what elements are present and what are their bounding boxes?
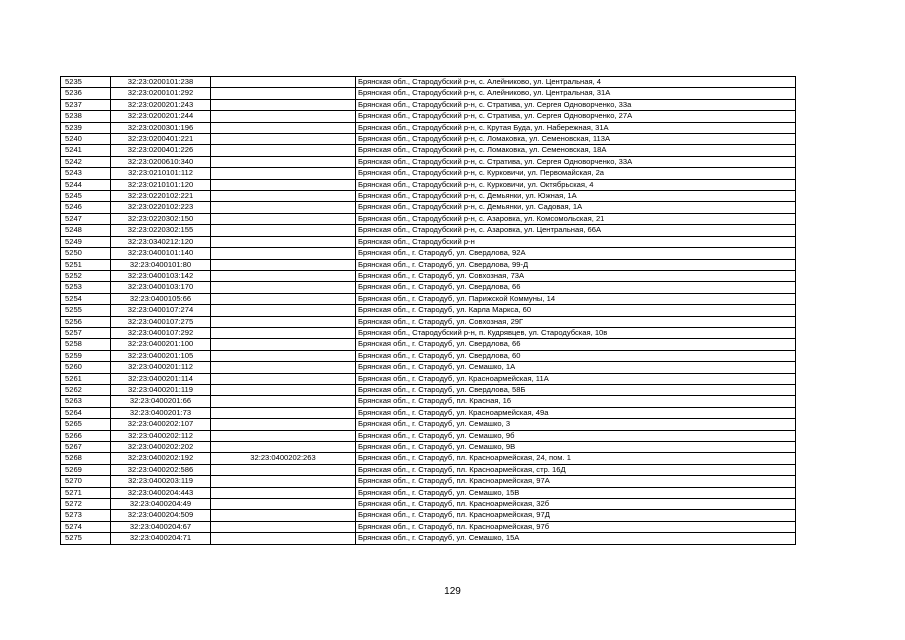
address-cell: Брянская обл., Стародубский р-н, с. Стратива, ул. Сергея Одноворченко, 27А — [356, 111, 796, 122]
address-cell: Брянская обл., г. Стародуб, ул. Свердлова, 92А — [356, 248, 796, 259]
previous-cadastral-number-cell — [211, 533, 356, 544]
cadastral-number-cell: 32:23:0220302:150 — [111, 213, 211, 224]
table-row — [61, 419, 796, 430]
table-row — [61, 327, 796, 338]
previous-cadastral-number-cell — [211, 407, 356, 418]
cadastral-number-cell: 32:23:0400107:274 — [111, 305, 211, 316]
previous-cadastral-number-cell — [211, 248, 356, 259]
previous-cadastral-number-cell — [211, 327, 356, 338]
address-cell: Брянская обл., Стародубский р-н, с. Курковичи, ул. Октябрьская, 4 — [356, 179, 796, 190]
cadastral-number-cell: 32:23:0400201:100 — [111, 339, 211, 350]
row-number-cell: 5270 — [61, 476, 111, 487]
table-row — [61, 156, 796, 167]
row-number-cell: 5254 — [61, 293, 111, 304]
property-register-table — [60, 76, 796, 545]
table-row — [61, 384, 796, 395]
table-row — [61, 373, 796, 384]
previous-cadastral-number-cell — [211, 396, 356, 407]
table-row — [61, 134, 796, 145]
row-number-cell: 5262 — [61, 384, 111, 395]
previous-cadastral-number-cell — [211, 145, 356, 156]
row-number-cell: 5252 — [61, 270, 111, 281]
previous-cadastral-number-cell — [211, 191, 356, 202]
previous-cadastral-number-cell — [211, 305, 356, 316]
previous-cadastral-number-cell — [211, 499, 356, 510]
cadastral-number-cell: 32:23:0400204:49 — [111, 499, 211, 510]
table-row — [61, 236, 796, 247]
table-row — [61, 168, 796, 179]
table-row — [61, 293, 796, 304]
cadastral-number-cell: 32:23:0400202:107 — [111, 419, 211, 430]
previous-cadastral-number-cell — [211, 316, 356, 327]
table-row — [61, 270, 796, 281]
cadastral-number-cell: 32:23:0400107:275 — [111, 316, 211, 327]
cadastral-number-cell: 32:23:0400107:292 — [111, 327, 211, 338]
table-row — [61, 316, 796, 327]
page-number: 129 — [444, 586, 461, 597]
address-cell: Брянская обл., г. Стародуб, ул. Семашко, 9В — [356, 442, 796, 453]
row-number-cell: 5273 — [61, 510, 111, 521]
previous-cadastral-number-cell — [211, 111, 356, 122]
cadastral-number-cell: 32:23:0400204:71 — [111, 533, 211, 544]
table-row — [61, 213, 796, 224]
table-row — [61, 202, 796, 213]
row-number-cell: 5244 — [61, 179, 111, 190]
previous-cadastral-number-cell — [211, 442, 356, 453]
cadastral-number-cell: 32:23:0210101:112 — [111, 168, 211, 179]
cadastral-number-cell: 32:23:0400204:443 — [111, 487, 211, 498]
row-number-cell: 5242 — [61, 156, 111, 167]
address-cell: Брянская обл., Стародубский р-н, с. Демьянки, ул. Садовая, 1А — [356, 202, 796, 213]
previous-cadastral-number-cell — [211, 350, 356, 361]
address-cell: Брянская обл., Стародубский р-н, с. Демьянки, ул. Южная, 1А — [356, 191, 796, 202]
row-number-cell: 5274 — [61, 521, 111, 532]
previous-cadastral-number-cell — [211, 476, 356, 487]
cadastral-number-cell: 32:23:0400201:73 — [111, 407, 211, 418]
address-cell: Брянская обл., г. Стародуб, ул. Свердлова, 60 — [356, 350, 796, 361]
table-row — [61, 476, 796, 487]
address-cell: Брянская обл., г. Стародуб, пл. Красноармейская, 97Д — [356, 510, 796, 521]
address-cell: Брянская обл., г. Стародуб, пл. Красноармейская, стр. 16Д — [356, 464, 796, 475]
cadastral-number-cell: 32:23:0400203:119 — [111, 476, 211, 487]
table-row — [61, 122, 796, 133]
table-row — [61, 191, 796, 202]
previous-cadastral-number-cell — [211, 510, 356, 521]
address-cell: Брянская обл., г. Стародуб, ул. Семашко, 3 — [356, 419, 796, 430]
table-row — [61, 510, 796, 521]
cadastral-number-cell: 32:23:0400105:66 — [111, 293, 211, 304]
address-cell: Брянская обл., г. Стародуб, пл. Красноармейская, 24, пом. 1 — [356, 453, 796, 464]
address-cell: Брянская обл., г. Стародуб, ул. Карла Маркса, 60 — [356, 305, 796, 316]
previous-cadastral-number-cell — [211, 430, 356, 441]
previous-cadastral-number-cell — [211, 99, 356, 110]
address-cell: Брянская обл., г. Стародуб, ул. Свердлова, 66 — [356, 339, 796, 350]
row-number-cell: 5236 — [61, 88, 111, 99]
table-row — [61, 521, 796, 532]
table-row — [61, 453, 796, 464]
previous-cadastral-number-cell — [211, 77, 356, 88]
cadastral-number-cell: 32:23:0400201:112 — [111, 362, 211, 373]
table-row — [61, 350, 796, 361]
previous-cadastral-number-cell: 32:23:0400202:263 — [211, 453, 356, 464]
row-number-cell: 5255 — [61, 305, 111, 316]
cadastral-number-cell: 32:23:0400103:170 — [111, 282, 211, 293]
row-number-cell: 5256 — [61, 316, 111, 327]
address-cell: Брянская обл., г. Стародуб, ул. Красноармейская, 11А — [356, 373, 796, 384]
previous-cadastral-number-cell — [211, 339, 356, 350]
row-number-cell: 5253 — [61, 282, 111, 293]
table-row — [61, 111, 796, 122]
cadastral-number-cell: 32:23:0340212:120 — [111, 236, 211, 247]
address-cell: Брянская обл., Стародубский р-н, с. Стратива, ул. Сергея Одноворченко, 33а — [356, 99, 796, 110]
address-cell: Брянская обл., Стародубский р-н, с. Алейниково, ул. Центральная, 31А — [356, 88, 796, 99]
cadastral-number-cell: 32:23:0400202:192 — [111, 453, 211, 464]
previous-cadastral-number-cell — [211, 384, 356, 395]
cadastral-number-cell: 32:23:0220302:155 — [111, 225, 211, 236]
row-number-cell: 5238 — [61, 111, 111, 122]
cadastral-number-cell: 32:23:0400202:112 — [111, 430, 211, 441]
row-number-cell: 5263 — [61, 396, 111, 407]
previous-cadastral-number-cell — [211, 134, 356, 145]
table-row — [61, 259, 796, 270]
table-row — [61, 430, 796, 441]
row-number-cell: 5260 — [61, 362, 111, 373]
row-number-cell: 5275 — [61, 533, 111, 544]
row-number-cell: 5246 — [61, 202, 111, 213]
cadastral-number-cell: 32:23:0400201:105 — [111, 350, 211, 361]
row-number-cell: 5266 — [61, 430, 111, 441]
table-row — [61, 487, 796, 498]
cadastral-number-cell: 32:23:0400202:202 — [111, 442, 211, 453]
table-row — [61, 362, 796, 373]
address-cell: Брянская обл., г. Стародуб, ул. Совхозная, 29Г — [356, 316, 796, 327]
row-number-cell: 5268 — [61, 453, 111, 464]
address-cell: Брянская обл., Стародубский р-н, с. Крутая Буда, ул. Набережная, 31А — [356, 122, 796, 133]
row-number-cell: 5240 — [61, 134, 111, 145]
previous-cadastral-number-cell — [211, 521, 356, 532]
cadastral-number-cell: 32:23:0200201:244 — [111, 111, 211, 122]
cadastral-number-cell: 32:23:0400201:114 — [111, 373, 211, 384]
row-number-cell: 5243 — [61, 168, 111, 179]
previous-cadastral-number-cell — [211, 362, 356, 373]
table-row — [61, 77, 796, 88]
row-number-cell: 5250 — [61, 248, 111, 259]
cadastral-number-cell: 32:23:0400101:80 — [111, 259, 211, 270]
address-cell: Брянская обл., г. Стародуб, ул. Парижской Коммуны, 14 — [356, 293, 796, 304]
address-cell: Брянская обл., г. Стародуб, ул. Свердлова, 66 — [356, 282, 796, 293]
cadastral-number-cell: 32:23:0200201:243 — [111, 99, 211, 110]
row-number-cell: 5237 — [61, 99, 111, 110]
row-number-cell: 5247 — [61, 213, 111, 224]
previous-cadastral-number-cell — [211, 88, 356, 99]
cadastral-number-cell: 32:23:0200101:292 — [111, 88, 211, 99]
previous-cadastral-number-cell — [211, 225, 356, 236]
row-number-cell: 5245 — [61, 191, 111, 202]
table-row — [61, 442, 796, 453]
row-number-cell: 5261 — [61, 373, 111, 384]
cadastral-number-cell: 32:23:0220102:223 — [111, 202, 211, 213]
table-row — [61, 305, 796, 316]
table-row — [61, 282, 796, 293]
row-number-cell: 5265 — [61, 419, 111, 430]
address-cell: Брянская обл., Стародубский р-н, с. Азаровка, ул. Комсомольская, 21 — [356, 213, 796, 224]
address-cell: Брянская обл., г. Стародуб, ул. Семашко, 15В — [356, 487, 796, 498]
table-row — [61, 225, 796, 236]
previous-cadastral-number-cell — [211, 179, 356, 190]
cadastral-number-cell: 32:23:0200101:238 — [111, 77, 211, 88]
row-number-cell: 5257 — [61, 327, 111, 338]
previous-cadastral-number-cell — [211, 213, 356, 224]
cadastral-number-cell: 32:23:0400202:586 — [111, 464, 211, 475]
table-row — [61, 145, 796, 156]
address-cell: Брянская обл., г. Стародуб, пл. Красная, 16 — [356, 396, 796, 407]
cadastral-number-cell: 32:23:0400201:119 — [111, 384, 211, 395]
row-number-cell: 5272 — [61, 499, 111, 510]
previous-cadastral-number-cell — [211, 259, 356, 270]
address-cell: Брянская обл., Стародубский р-н, с. Стратива, ул. Сергея Одноворченко, 33А — [356, 156, 796, 167]
row-number-cell: 5235 — [61, 77, 111, 88]
address-cell: Брянская обл., г. Стародуб, ул. Свердлова, 58Б — [356, 384, 796, 395]
row-number-cell: 5271 — [61, 487, 111, 498]
row-number-cell: 5258 — [61, 339, 111, 350]
cadastral-number-cell: 32:23:0200401:226 — [111, 145, 211, 156]
cadastral-number-cell: 32:23:0200401:221 — [111, 134, 211, 145]
cadastral-number-cell: 32:23:0220102:221 — [111, 191, 211, 202]
address-cell: Брянская обл., Стародубский р-н, п. Кудрявцев, ул. Стародубская, 10в — [356, 327, 796, 338]
address-cell: Брянская обл., Стародубский р-н, с. Азаровка, ул. Центральная, 66А — [356, 225, 796, 236]
row-number-cell: 5264 — [61, 407, 111, 418]
previous-cadastral-number-cell — [211, 464, 356, 475]
address-cell: Брянская обл., Стародубский р-н, с. Курковичи, ул. Первомайская, 2а — [356, 168, 796, 179]
previous-cadastral-number-cell — [211, 202, 356, 213]
row-number-cell: 5267 — [61, 442, 111, 453]
address-cell: Брянская обл., г. Стародуб, ул. Красноармейская, 49а — [356, 407, 796, 418]
table-row — [61, 88, 796, 99]
address-cell: Брянская обл., г. Стародуб, пл. Красноармейская, 97А — [356, 476, 796, 487]
cadastral-number-cell: 32:23:0400103:142 — [111, 270, 211, 281]
address-cell: Брянская обл., г. Стародуб, пл. Красноармейская, 97б — [356, 521, 796, 532]
previous-cadastral-number-cell — [211, 236, 356, 247]
row-number-cell: 5239 — [61, 122, 111, 133]
cadastral-number-cell: 32:23:0200610:340 — [111, 156, 211, 167]
address-cell: Брянская обл., Стародубский р-н, с. Ломаковка, ул. Семеновская, 113А — [356, 134, 796, 145]
previous-cadastral-number-cell — [211, 419, 356, 430]
address-cell: Брянская обл., Стародубский р-н — [356, 236, 796, 247]
table-row — [61, 407, 796, 418]
cadastral-number-cell: 32:23:0400101:140 — [111, 248, 211, 259]
cadastral-number-cell: 32:23:0400201:66 — [111, 396, 211, 407]
previous-cadastral-number-cell — [211, 373, 356, 384]
table-row — [61, 179, 796, 190]
previous-cadastral-number-cell — [211, 270, 356, 281]
previous-cadastral-number-cell — [211, 122, 356, 133]
address-cell: Брянская обл., г. Стародуб, пл. Красноармейская, 32б — [356, 499, 796, 510]
row-number-cell: 5241 — [61, 145, 111, 156]
address-cell: Брянская обл., г. Стародуб, ул. Совхозная, 73А — [356, 270, 796, 281]
address-cell: Брянская обл., Стародубский р-н, с. Алейниково, ул. Центральная, 4 — [356, 77, 796, 88]
register-table-body — [61, 77, 796, 545]
table-row — [61, 464, 796, 475]
address-cell: Брянская обл., Стародубский р-н, с. Ломаковка, ул. Семеновская, 18А — [356, 145, 796, 156]
address-cell: Брянская обл., г. Стародуб, ул. Семашко, 1А — [356, 362, 796, 373]
previous-cadastral-number-cell — [211, 168, 356, 179]
table-row — [61, 99, 796, 110]
address-cell: Брянская обл., г. Стародуб, ул. Семашко, 15А — [356, 533, 796, 544]
table-row — [61, 248, 796, 259]
row-number-cell: 5259 — [61, 350, 111, 361]
table-row — [61, 499, 796, 510]
address-cell: Брянская обл., г. Стародуб, ул. Свердлова, 99-Д — [356, 259, 796, 270]
cadastral-number-cell: 32:23:0200301:196 — [111, 122, 211, 133]
previous-cadastral-number-cell — [211, 487, 356, 498]
row-number-cell: 5248 — [61, 225, 111, 236]
cadastral-number-cell: 32:23:0400204:509 — [111, 510, 211, 521]
cadastral-number-cell: 32:23:0210101:120 — [111, 179, 211, 190]
row-number-cell: 5269 — [61, 464, 111, 475]
previous-cadastral-number-cell — [211, 293, 356, 304]
address-cell: Брянская обл., г. Стародуб, ул. Семашко, 9б — [356, 430, 796, 441]
table-row — [61, 396, 796, 407]
table-row — [61, 339, 796, 350]
previous-cadastral-number-cell — [211, 156, 356, 167]
row-number-cell: 5251 — [61, 259, 111, 270]
cadastral-number-cell: 32:23:0400204:67 — [111, 521, 211, 532]
previous-cadastral-number-cell — [211, 282, 356, 293]
row-number-cell: 5249 — [61, 236, 111, 247]
table-row — [61, 533, 796, 544]
